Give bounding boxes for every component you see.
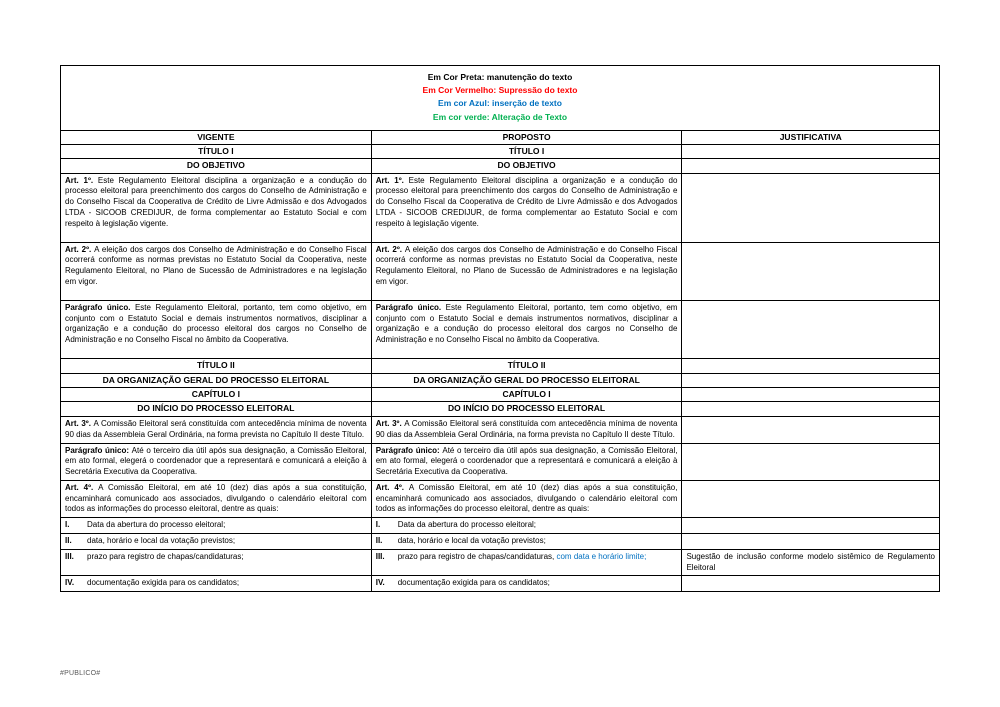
text-run: Este Regulamento Eleitoral, portanto, tem como objetivo, em conjunto com o Estatuto Social e demais instrumentos normativos, disciplinar a organização e a condução do processo eleitoral dos cargos no Conselho de Administração e no Conselho Fiscal no âmbito da Cooperativa. <box>65 302 367 345</box>
text-run: IV. <box>65 578 75 588</box>
text-run: DO INÍCIO DO PROCESSO ELEITORAL <box>137 403 295 414</box>
cell-justificativa <box>682 576 940 592</box>
text-run: prazo para registro de chapas/candidaturas, <box>397 551 557 561</box>
text-run: data, horário e local da votação previstos; <box>87 536 236 546</box>
cell-proposto <box>371 480 682 517</box>
text-run: Sugestão de inclusão conforme modelo sistêmico de Regulamento Eleitoral <box>686 551 935 572</box>
text-run: Art. 4º. <box>375 482 409 492</box>
table-row <box>61 443 940 480</box>
table-row <box>61 144 940 158</box>
text-run: TÍTULO II <box>196 360 235 371</box>
cell-justificativa <box>682 387 940 401</box>
text-run: Este Regulamento Eleitoral disciplina a organização e a condução do processo eleitoral para preenchimento dos cargos do Conselho de Administração e do Conselho Fiscal da Cooperativa de Crédito de Livre Admissão e dos Advogados LTDA - SICOOB CREDIJUR, de forma complementar ao Estatuto Social e com respeito à legislação vigente. <box>375 175 678 228</box>
cell-justificativa <box>682 402 940 416</box>
cell-justificativa <box>682 144 940 158</box>
text-run: Art. 2º. <box>375 244 405 254</box>
table-row <box>61 518 940 534</box>
table-body <box>61 144 940 592</box>
cell-proposto <box>371 373 682 387</box>
cell-proposto <box>371 144 682 158</box>
legend-line: Em cor Azul: inserção de texto <box>438 98 562 109</box>
cell-vigente <box>61 534 372 550</box>
table-row <box>61 373 940 387</box>
legend-row <box>61 66 940 131</box>
cell-vigente <box>61 359 372 373</box>
text-run: data, horário e local da votação previstos; <box>397 536 546 546</box>
text-run: A Comissão Eleitoral será constituída com antecedência mínima de noventa 90 dias da Assembleia Geral Ordinária, na forma prevista no Capítulo II deste Título. <box>65 418 367 439</box>
text-run: CAPÍTULO I <box>191 388 240 399</box>
cell-vigente <box>61 159 372 173</box>
cell-proposto <box>371 576 682 592</box>
text-run: Art. 1º. <box>65 175 98 185</box>
text-run: Art. 2º. <box>65 244 95 254</box>
cell-vigente <box>61 242 372 300</box>
color-legend <box>61 66 940 131</box>
table-row <box>61 359 940 373</box>
text-run: II. <box>65 536 72 546</box>
cell-justificativa <box>682 518 940 534</box>
table-row <box>61 173 940 242</box>
column-header-proposto: PROPOSTO <box>371 130 682 144</box>
cell-proposto <box>371 549 682 576</box>
cell-proposto <box>371 173 682 242</box>
column-header-row <box>61 130 940 144</box>
cell-vigente <box>61 576 372 592</box>
text-run: A eleição dos cargos dos Conselho de Administração e do Conselho Fiscal ocorrerá conforme as normas previstas no Estatuto Social da Cooperativa, neste Regulamento Eleitoral, no Plano de Sucessão de Administradores e na legislação em vigor. <box>65 244 367 287</box>
column-header-vigente: VIGENTE <box>61 130 372 144</box>
classification-footer: #PUBLICO# <box>60 670 101 677</box>
text-run: Até o terceiro dia útil após sua designação, a Comissão Eleitoral, em ato formal, elegerá o coordenador que a representará e comunicará a eleição à Secretária Executiva da Cooperativa. <box>375 445 678 477</box>
text-run: TÍTULO I <box>198 145 234 156</box>
cell-justificativa <box>682 300 940 358</box>
cell-proposto <box>371 518 682 534</box>
text-run: II. <box>375 536 383 546</box>
text-run: III. <box>375 551 385 561</box>
cell-proposto <box>371 443 682 480</box>
text-run: DO OBJETIVO <box>497 160 556 171</box>
text-run: CAPÍTULO I <box>502 388 551 399</box>
table-row <box>61 416 940 443</box>
text-run: Art. 3º. <box>375 418 405 428</box>
cell-vigente <box>61 144 372 158</box>
text-run: Parágrafo único. <box>375 302 446 312</box>
text-run: A Comissão Eleitoral será constituída com antecedência mínima de noventa 90 dias da Assembleia Geral Ordinária, na forma prevista no Capítulo II deste Título. <box>375 418 678 439</box>
text-run: DA ORGANIZAÇÃO GERAL DO PROCESSO ELEITORAL <box>413 374 640 385</box>
cell-justificativa <box>682 480 940 517</box>
text-run: Este Regulamento Eleitoral, portanto, tem como objetivo, em conjunto com o Estatuto Social e demais instrumentos normativos, disciplinar a organização e a condução do processo eleitoral dos cargos no Conselho de Administração e no Conselho Fiscal no âmbito da Cooperativa. <box>375 302 678 345</box>
text-run: I. <box>65 520 70 530</box>
cell-justificativa <box>682 359 940 373</box>
cell-vigente <box>61 387 372 401</box>
cell-vigente <box>61 373 372 387</box>
cell-proposto <box>371 387 682 401</box>
text-run: documentação exigida para os candidatos; <box>397 578 550 588</box>
cell-justificativa <box>682 373 940 387</box>
cell-vigente <box>61 300 372 358</box>
cell-vigente <box>61 518 372 534</box>
cell-justificativa <box>682 416 940 443</box>
cell-proposto <box>371 300 682 358</box>
cell-vigente <box>61 549 372 576</box>
cell-justificativa <box>682 534 940 550</box>
text-run: III. <box>65 551 74 561</box>
table-row <box>61 534 940 550</box>
text-run: Este Regulamento Eleitoral disciplina a organização e a condução do processo eleitoral para preenchimento dos cargos do Conselho de Administração e do Conselho Fiscal da Cooperativa de Crédito de Livre Admissão e dos Advogados LTDA - SICOOB CREDIJUR, de forma complementar ao Estatuto Social e com respeito à legislação vigente. <box>65 175 367 228</box>
text-run: Parágrafo único: <box>375 445 443 455</box>
text-run: prazo para registro de chapas/candidaturas; <box>87 551 244 561</box>
text-run: TÍTULO I <box>508 145 545 156</box>
cell-proposto <box>371 402 682 416</box>
legend-line: Em cor verde: Alteração de Texto <box>432 111 568 122</box>
cell-vigente <box>61 443 372 480</box>
text-run: DO INÍCIO DO PROCESSO ELEITORAL <box>448 403 606 414</box>
text-run: Parágrafo único: <box>65 445 132 455</box>
cell-vigente <box>61 480 372 517</box>
text-run: Art. 1º. <box>375 175 409 185</box>
table-row <box>61 480 940 517</box>
cell-justificativa <box>682 159 940 173</box>
text-run: IV. <box>375 578 385 588</box>
cell-justificativa <box>682 549 940 576</box>
cell-vigente <box>61 402 372 416</box>
text-run: TÍTULO II <box>507 360 546 371</box>
text-run: Data da abertura do processo eleitoral; <box>397 520 537 530</box>
table-row <box>61 402 940 416</box>
cell-proposto <box>371 534 682 550</box>
comparison-table <box>60 65 940 592</box>
cell-proposto <box>371 359 682 373</box>
cell-justificativa <box>682 242 940 300</box>
text-run: I. <box>375 520 381 530</box>
table-row <box>61 576 940 592</box>
column-header-justificativa: JUSTIFICATIVA <box>682 130 940 144</box>
text-run: Data da abertura do processo eleitoral; <box>87 520 226 530</box>
cell-justificativa <box>682 443 940 480</box>
cell-justificativa <box>682 173 940 242</box>
text-run: Até o terceiro dia útil após sua designação, a Comissão Eleitoral, em ato formal, elegerá o coordenador que a representará e comunicará a eleição à Secretária Executiva da Cooperativa. <box>65 445 367 477</box>
table-row <box>61 242 940 300</box>
cell-proposto <box>371 242 682 300</box>
legend-line: Em Cor Preta: manutenção do texto <box>427 72 573 82</box>
text-run: DA ORGANIZAÇÃO GERAL DO PROCESSO ELEITORAL <box>102 374 330 385</box>
table-row <box>61 387 940 401</box>
cell-vigente <box>61 416 372 443</box>
text-run: DO OBJETIVO <box>186 160 245 171</box>
text-run: Art. 3º. <box>65 418 94 428</box>
text-run: A Comissão Eleitoral, em até 10 (dez) dias após a sua constituição, encaminhará comunicado aos associados, divulgando o calendário eleitoral com todos as informações do processo eleitoral, dentre as quais: <box>65 482 367 514</box>
table-row <box>61 300 940 358</box>
table-row <box>61 159 940 173</box>
text-run: A eleição dos cargos dos Conselho de Administração e do Conselho Fiscal ocorrerá conforme as normas previstas no Estatuto Social da Cooperativa, neste Regulamento Eleitoral, no Plano de Sucessão de Administradores e na legislação em vigor. <box>375 244 678 287</box>
table-row <box>61 549 940 576</box>
text-run: Art. 4º. <box>65 482 99 492</box>
cell-proposto <box>371 159 682 173</box>
cell-proposto <box>371 416 682 443</box>
text-run: A Comissão Eleitoral, em até 10 (dez) dias após a sua constituição, encaminhará comunicado aos associados, divulgando o calendário eleitoral com todos as informações do processo eleitoral, dentre as quais: <box>375 482 678 514</box>
legend-line: Em Cor Vermelho: Supressão do texto <box>422 85 578 96</box>
text-run: com data e horário limite; <box>556 551 647 561</box>
text-run: Parágrafo único. <box>65 302 135 312</box>
text-run: documentação exigida para os candidatos; <box>87 578 240 588</box>
cell-vigente <box>61 173 372 242</box>
